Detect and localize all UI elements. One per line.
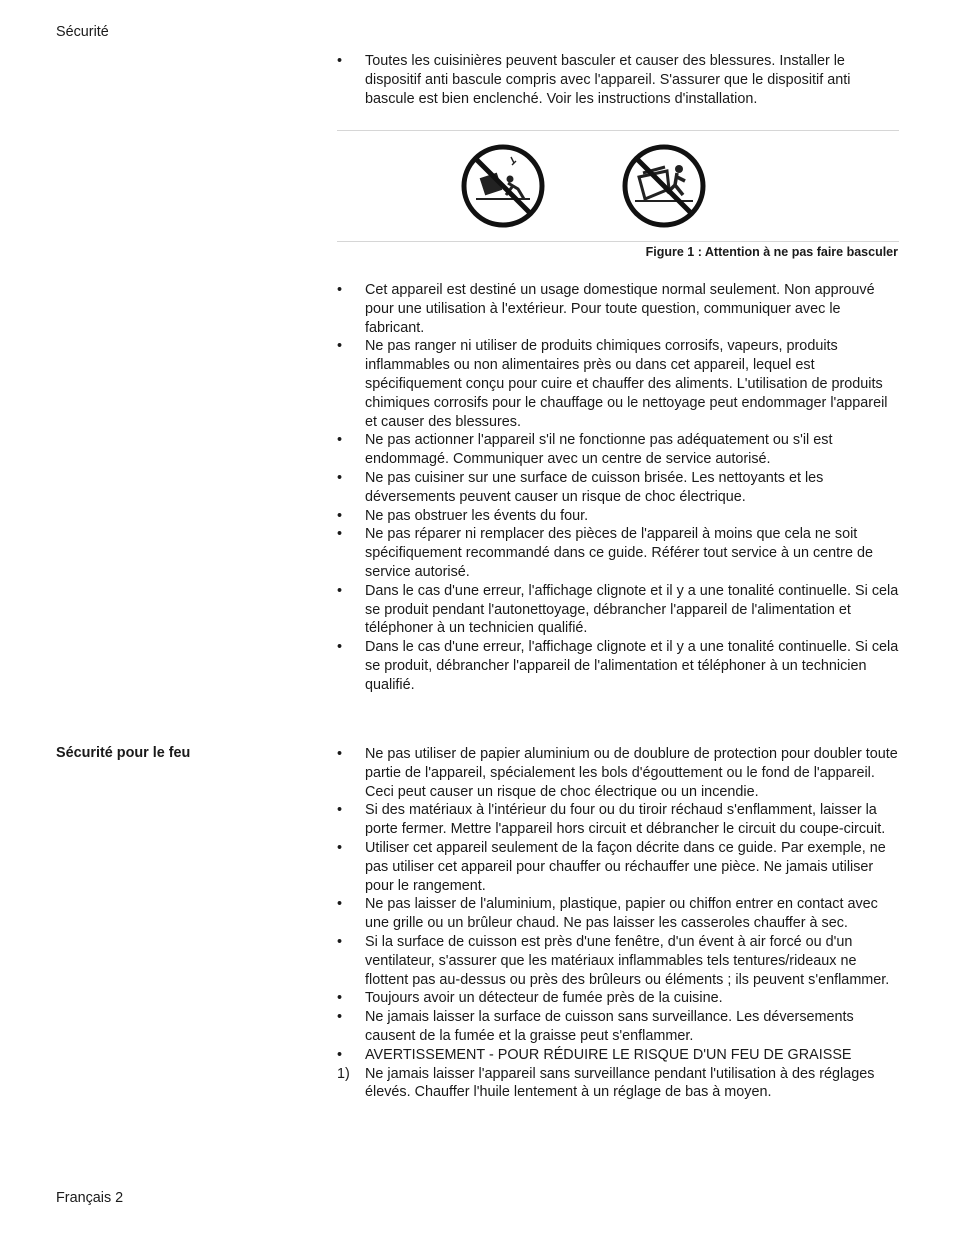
list-item: • Ne pas réparer ni remplacer des pièces de l'appareil à moins que cela ne soit spécifiquement recommandé dans ce guide. Référer tout service à un centre de service autorisé. — [337, 526, 873, 580]
list-item: • Ne jamais laisser la surface de cuisson sans surveillance. Les déversements causent de la fumée et la graisse peut s'enflammer. — [337, 1009, 854, 1044]
section-header: Sécurité — [56, 24, 109, 40]
list-item: • Ne pas laisser de l'aluminium, plastique, papier ou chiffon entrer en contact avec une grille ou un brûleur chaud. Ne pas laisser les casseroles chauffer à sec. — [337, 896, 878, 932]
fire-safety-heading: Sécurité pour le feu — [56, 745, 191, 761]
list-item: • Ne pas cuisiner sur une surface de cuisson brisée. Les nettoyants et les déversements peuvent causer un risque de choc électrique. — [337, 469, 824, 505]
figure-1 — [337, 130, 899, 242]
list-item: • Ne pas obstruer les évents du four. — [337, 507, 589, 524]
list-item: • Ne pas actionner l'appareil s'il ne fonctionne pas adéquatement ou s'il est endommagé. Communiquer avec un centre de service autorisé. — [337, 432, 833, 468]
list-item: • Ne pas utiliser de papier aluminium ou de doublure de protection pour doubler toute partie de l'appareil, spécialement les bols d'égouttement ou le fond de l'appareil. Ceci peut causer un risque de choc électrique ou un incendie. — [337, 746, 898, 800]
list-item: • Toutes les cuisinières peuvent basculer et causer des blessures. Installer le dispositif anti bascule compris avec l'appareil. S'assurer que le dispositif anti bascule est bien enclenché. Voir les instructions d'installation. — [337, 53, 851, 107]
safety-bullet-list — [337, 281, 899, 695]
page-footer: Français 2 — [56, 1190, 124, 1206]
list-item: • Utiliser cet appareil seulement de la façon décrite dans ce guide. Par exemple, ne pas utiliser cet appareil pour chauffer ou réchauffer une pièce. Ne jamais utiliser pour le rangement. — [337, 839, 886, 894]
list-item: • Dans le cas d'une erreur, l'affichage clignote et il y a une tonalité continuelle. Si cela se produit, débrancher l'appareil de l'alimentation et téléphoner à un technicien qualifié. — [337, 639, 899, 693]
list-item: • Ne pas ranger ni utiliser de produits chimiques corrosifs, vapeurs, produits inflammables ou non alimentaires près ou dans cet appareil, lequel est spécifiquement conçu pour cuire et chauffer des aliments. L'utilisation de produits chimiques corrosifs pour le chauffage ou le nettoyage peut endommager l'appareil et causer des blessures. — [337, 338, 888, 430]
list-item: • Dans le cas d'une erreur, l'affichage clignote et il y a une tonalité continuelle. Si cela se produit pendant l'autonettoyage, débrancher l'appareil de l'alimentation et téléphoner à un technicien qualifié. — [337, 582, 899, 637]
fire-list-container — [337, 745, 899, 1102]
list-item: • Cet appareil est destiné un usage domestique normal seulement. Non approuvé pour une utilisation à l'extérieur. Pour toute question, communiquer avec le fabricant. — [337, 282, 875, 336]
safety-list-container — [337, 281, 899, 695]
no-climbing-on-door-icon — [621, 143, 707, 229]
intro-list-container — [337, 52, 899, 108]
figure-caption: Figure 1 : Attention à ne pas faire basculer — [645, 245, 898, 259]
no-tipping-range-icon — [460, 143, 546, 229]
list-item: • AVERTISSEMENT - POUR RÉDUIRE LE RISQUE D'UN FEU DE GRAISSE — [337, 1046, 852, 1063]
grease-fire-sub-list — [337, 1065, 899, 1103]
list-item: • Toujours avoir un détecteur de fumée près de la cuisine. — [337, 990, 723, 1007]
fire-bullet-list — [337, 745, 899, 1065]
intro-bullet-list — [337, 52, 899, 108]
list-item: • Si la surface de cuisson est près d'une fenêtre, d'un évent à air forcé ou d'un ventilateur, s'assurer que les matériaux inflammables tels tentures/rideaux ne flottent pas au-dessus ou près des brûleurs ou éléments ; ils peuvent s'enflammer. — [337, 933, 890, 988]
list-item: • Si des matériaux à l'intérieur du four ou du tiroir réchaud s'enflamment, laisser la porte fermer. Mettre l'appareil hors circuit et débrancher le circuit du coupe-circuit. — [337, 802, 886, 838]
list-item: 1) Ne jamais laisser l'appareil sans surveillance pendant l'utilisation à des réglages élevés. Chauffer l'huile lentement à un réglage de bas à moyen. — [337, 1065, 875, 1101]
